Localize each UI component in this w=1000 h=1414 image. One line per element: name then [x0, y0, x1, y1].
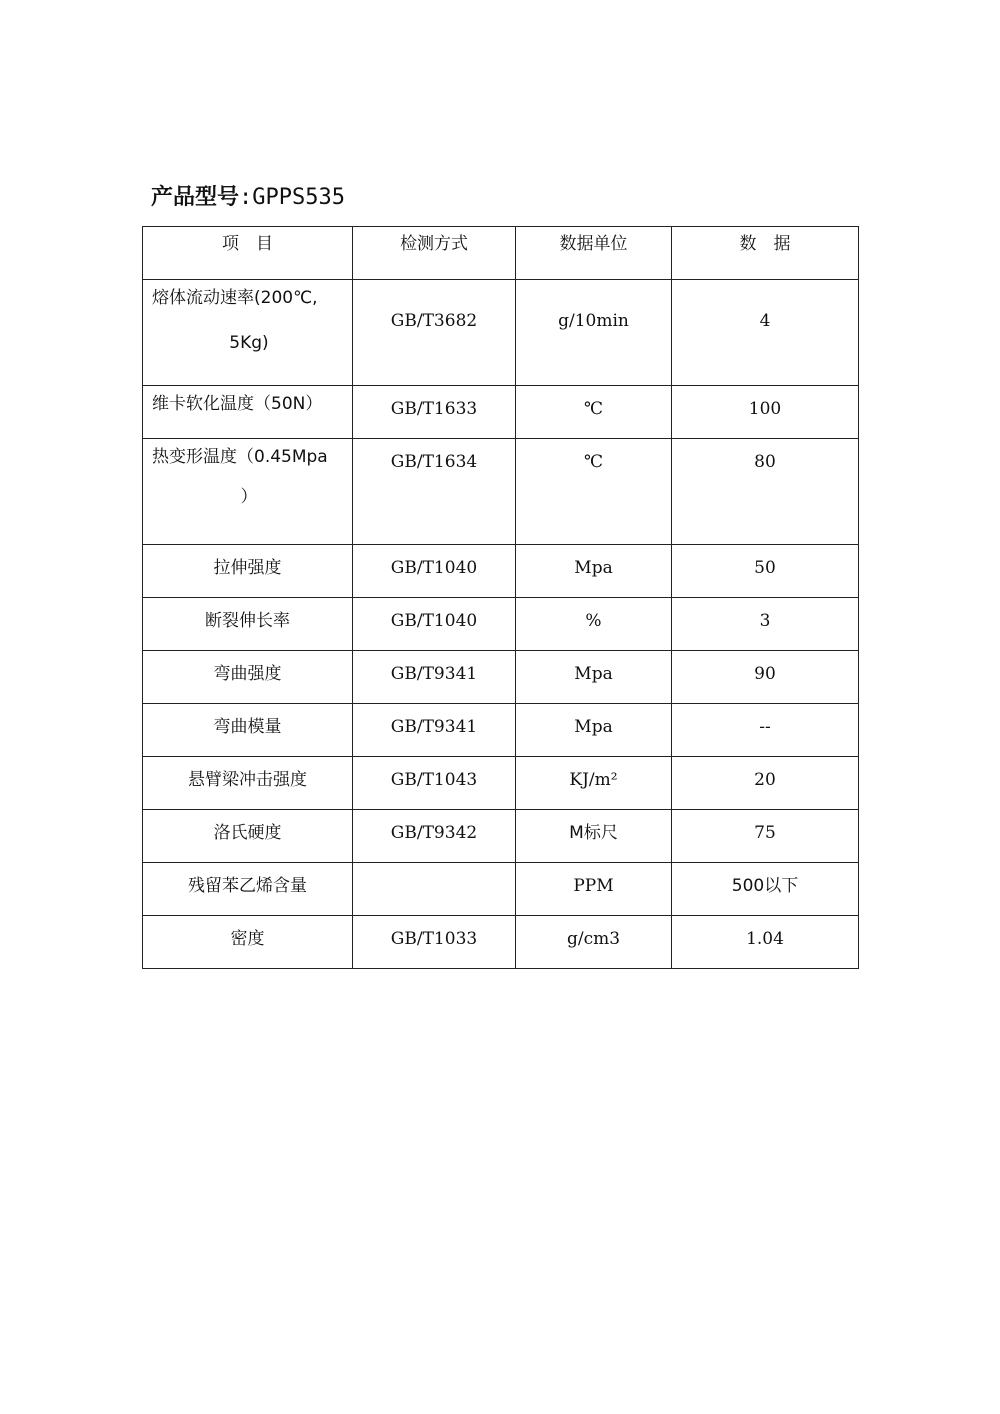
spec-table	[142, 226, 859, 969]
value-cell: 50	[672, 545, 859, 598]
unit-cell: Mpa	[516, 704, 672, 757]
value-cell: 3	[672, 598, 859, 651]
item-cell: 悬臂梁冲击强度	[143, 757, 353, 810]
item-line2: ）	[240, 487, 258, 507]
column-header-unit: 数据单位	[516, 227, 672, 280]
table-row	[143, 386, 859, 439]
method-cell: GB/T9341	[353, 704, 516, 757]
table-row	[143, 757, 859, 810]
value-cell: 500以下	[672, 863, 859, 916]
table-row	[143, 280, 859, 386]
method-cell: GB/T9342	[353, 810, 516, 863]
item-cell: 断裂伸长率	[143, 598, 353, 651]
value-cell: --	[672, 704, 859, 757]
unit-cell: ℃	[516, 439, 672, 545]
item-cell: 弯曲模量	[143, 704, 353, 757]
item-line2: 5Kg)	[229, 333, 269, 353]
value-cell: 1.04	[672, 916, 859, 969]
table-row	[143, 545, 859, 598]
item-cell	[143, 439, 353, 545]
unit-cell: g/cm3	[516, 916, 672, 969]
title-label: 产品型号	[151, 185, 240, 210]
method-cell: GB/T3682	[353, 280, 516, 386]
unit-cell: %	[516, 598, 672, 651]
value-cell: 100	[672, 386, 859, 439]
table-row	[143, 598, 859, 651]
column-header-value: 数 据	[672, 227, 859, 280]
table-row	[143, 651, 859, 704]
value-cell: 80	[672, 439, 859, 545]
item-cell: 密度	[143, 916, 353, 969]
unit-cell: KJ/m²	[516, 757, 672, 810]
value-cell: 20	[672, 757, 859, 810]
page-title	[151, 183, 345, 213]
value-cell: 75	[672, 810, 859, 863]
unit-cell: M标尺	[516, 810, 672, 863]
method-cell: GB/T1634	[353, 439, 516, 545]
unit-cell: Mpa	[516, 651, 672, 704]
value-cell: 90	[672, 651, 859, 704]
method-cell	[353, 863, 516, 916]
item-cell	[143, 280, 353, 386]
column-header-method: 检测方式	[353, 227, 516, 280]
value-cell: 4	[672, 280, 859, 386]
unit-cell: ℃	[516, 386, 672, 439]
unit-cell: g/10min	[516, 280, 672, 386]
item-cell: 拉伸强度	[143, 545, 353, 598]
item-cell: 弯曲强度	[143, 651, 353, 704]
title-separator: :	[239, 185, 253, 210]
item-line1: 热变形温度（0.45Mpa	[152, 447, 328, 467]
table-row	[143, 704, 859, 757]
table-row	[143, 863, 859, 916]
unit-cell: PPM	[516, 863, 672, 916]
method-cell: GB/T1043	[353, 757, 516, 810]
item-cell: 维卡软化温度（50N）	[143, 386, 353, 439]
item-line1: 熔体流动速率(200℃,	[152, 288, 318, 308]
method-cell: GB/T1040	[353, 545, 516, 598]
table-header-row	[143, 227, 859, 280]
item-cell: 洛氏硬度	[143, 810, 353, 863]
column-header-item: 项 目	[143, 227, 353, 280]
table-row	[143, 439, 859, 545]
table-row	[143, 810, 859, 863]
product-model: GPPS535	[252, 185, 345, 210]
item-cell: 残留苯乙烯含量	[143, 863, 353, 916]
method-cell: GB/T1633	[353, 386, 516, 439]
unit-cell: Mpa	[516, 545, 672, 598]
method-cell: GB/T1040	[353, 598, 516, 651]
table-row	[143, 916, 859, 969]
method-cell: GB/T1033	[353, 916, 516, 969]
method-cell: GB/T9341	[353, 651, 516, 704]
